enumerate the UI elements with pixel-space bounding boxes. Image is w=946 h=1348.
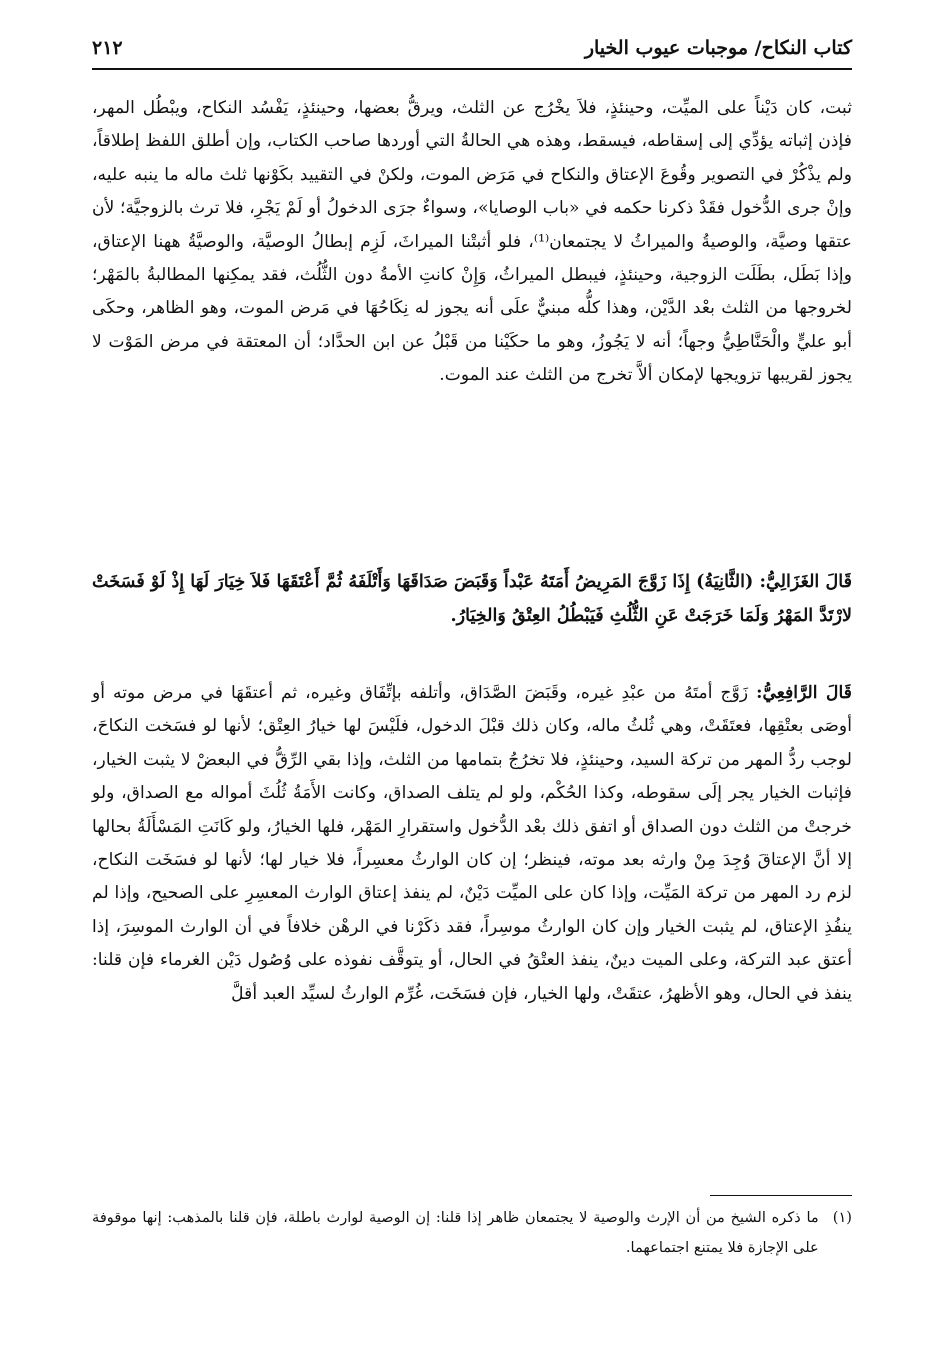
- footnote: [92, 1203, 852, 1263]
- paragraph-1: ثبت، كان دَيْناً على الميِّت، وحينئذٍ، فلاَ يخْرُج عن الثلث، ويرقُّ بعضها، وحينئذٍ، يَفْسُد النكاح، ويبْطُل المهر، فإذن إثباته يؤدِّي إلى إسقاطه، فيسقط، وهذه هي الحالةُ التي أوردها صاحب الكتاب، وإن أطلق اللفظ إطلاقاً، ولم يذْكُرْ في التصوير وقُوعَ الإعتاق والنكاح في مَرَض الموت، ولكنْ في التقييد بكَوْنها ثلث ماله ما ينبه عليه، وإنْ جرى الدُّخول فقَدْ ذكرنا حكمه في «باب الوصايا»، وسواءٌ جرَى الدخولُ أو لَمْ يَجْرِ، فلا ترث بالزوجيَّة؛ لأن عتقها وصيَّة، والوصيةُ والميراثُ لا يجتمعان⁽¹⁾، فلو أثبتْنا الميراثَ، لَزِم إبطالُ الوصيَّة، والوصيَّةُ ههنا الإعتاق، وإذا بَطَل، بطَلَت الزوجية، وحينئذٍ، فيبطل الميراثُ، وَإِنْ كانتِ الأمةُ دون الثُّلُث، فقد يمكِنها المطالبةُ بالمَهْر؛ لخروجها من الثلث بعْد الدَّيْن، وهذا كلُّه مبنيٌّ علَى أنه يجوز له نِكَاحُهَا في مَرض الموت، وهو الظاهر، وحكَى أبو عليٍّ والْحَنَّاطِيُّ وجهاً؛ أنه لا يَجُوزُ، وهو ما حكَيْنا من قَبْلُ عن ابن الحدَّاد؛ أن المعتقة في مرض المَوْت لا يجوز لقريبها تزويجها لإمكان ألاَّ تخرج من الثلث عند الموت.: [92, 98, 853, 386]
- running-header: [92, 26, 852, 70]
- footnote-text: ما ذكره الشيخ من أن الإرث والوصية لا يجتمعان ظاهر إذا قلنا: إن الوصية لوارث باطلة، فإن قلنا بالمذهب: إنها موقوفة على الإجازة فلا يمتنع اجتماعهما.: [92, 1209, 819, 1256]
- header-rule: [92, 68, 852, 70]
- rafii-lead: قَالَ الرَّافِعِيُّ:: [756, 683, 852, 703]
- rafii-text: زَوَّج أمتَهُ من عبْدِ غيره، وقَبَضَ الصَّدَاق، وأتلفه بإتِّفَاق وغيره، ثم أعتقَهَا في مرض موته أو أوصَى بعتْقِها، فعتَقَتْ، وهي ثُلثُ ماله، وكان ذلك قبْلَ الدخول، فلَيْسَ لها خيارُ العِتْق؛ لأنها لو فسَخت النكاحَ، لوجب ردُّ المهر من تركة السيد، وحينئذٍ، فلا تخرُجُ بتمامها من الثلث، وإذا بقي الرِّقُّ في البعضْ لا يثبت الخيار، فإثبات الخيار يجر إلَى سقوطه، وكذا الحُكْم، ولو لم يتلف الصداق، وكانت الأَمَةُ ثُلُثَ أمواله مع الصداق، ولو خرجتْ من الثلث دون الصداق أو اتفق ذلك بعْد الدُّخول واستقرارِ المَهْر، فلها الخيارُ، ولو كَانَتِ المَسْأَلَةُ بحالها إلا أنَّ الإعتاقَ وُجِدَ مِنْ وارثه بعد موته، فينظر؛ إن كان الوارثُ معسِراً، فلا خيار لها؛ لأنها لو فسَخَت النكاح، لزم رد المهر من تركة المَيِّت، وإذا كان على الميِّت دَيْنٌ، لم ينفذ إعتاق الوارث المعسِرِ على الصحيح، وإذا لم ينفُذِ الإعتاق، لم يثبت الخيار وإن كان الوارثُ موسِراً، فقد ذكَرْنا في الرهْن خلافاً في أن الوارث الموسِرَ، إذا أعتق عبد التركة، وعلى الميت دينٌ، ينفذ العتْقُ في الحال، أو يتوقَّف نفوذه على وُصُول دَيْن الغرماء فإن قلنا: ينفذ في الحال، وهو الأظهرُ، عتقَتْ، ولها الخيار، فإن فسَخَت، غُرِّم الوارثُ لسيِّد العبد أقلَّ: [92, 683, 852, 1004]
- ghazali-lead: قَالَ الغَزَالِيُّ:: [759, 571, 853, 592]
- ghazali-text: (الثَّانِيَةُ) إِذَا زَوَّجَ المَرِيضُ أَمَتَهُ عَبْداً وَقَبَضَ صَدَاقَهَا وَأَتْلَفَهُ ثُمَّ أَعْتَقَهَا فَلاَ خِيَارَ لَهَا إِذْ لَوْ فَسَخَتْ لارْتَدَّ المَهْرُ وَلَمَا خَرَجَتْ عَنِ الثُّلُثِ فَيَبْطُلُ العِتْقُ وَالخِيَارُ.: [92, 571, 852, 626]
- footnote-rule: [710, 1195, 852, 1196]
- ghazali-quote: [92, 565, 852, 633]
- page-number: ٢١٢: [92, 37, 123, 59]
- footnote-number: (١): [832, 1209, 852, 1226]
- header-title: كتاب النكاح/ موجبات عيوب الخيار: [584, 37, 852, 59]
- rafii-commentary: [92, 677, 852, 1011]
